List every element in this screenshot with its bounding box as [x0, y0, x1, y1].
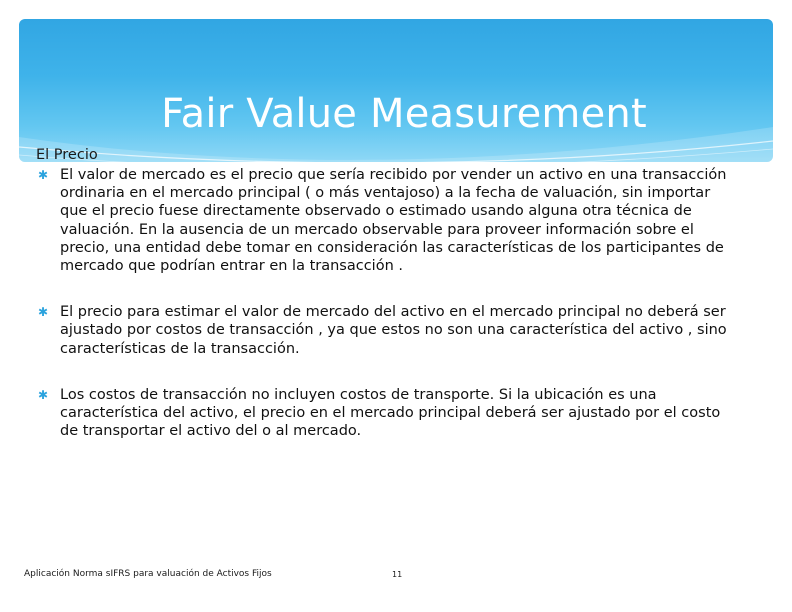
section-subheading: El Precio — [36, 147, 98, 163]
bullet-item — [36, 386, 736, 441]
slide-title: Fair Value Measurement — [161, 91, 647, 137]
footer-caption: Aplicación Norma sIFRS para valuación de Activos Fijos — [24, 569, 272, 579]
page-number: 11 — [392, 570, 403, 579]
bullet-text: El valor de mercado es el precio que sería recibido por vender un activo en una transacción ordinaria en el mercado principal ( o más ventajoso) a la fecha de valuación, sin importar que el precio fuese directamente observado o estimado usando alguna otra técnica de valuación. En la ausencia de un mercado observable para proveer información sobre el precio, una entidad debe tomar en consideración las características de los participantes de mercado que podrían entrar en la transacción . — [60, 167, 727, 275]
asterisk-bullet-icon: ✱ — [38, 168, 49, 182]
bullet-text: Los costos de transacción no incluyen costos de transporte. Si la ubicación es una característica del activo, el precio en el mercado principal deberá ser ajustado por el costo de transportar el activo del o al mercado. — [60, 386, 721, 440]
bullet-text: El precio para estimar el valor de mercado del activo en el mercado principal no deberá ser ajustado por costos de transacción , ya que estos no son una característica del activo , sino características de la transacción. — [60, 304, 727, 357]
asterisk-bullet-icon: ✱ — [38, 387, 49, 402]
title-band — [19, 19, 773, 162]
asterisk-bullet-icon: ✱ — [38, 305, 49, 320]
slide-body — [36, 146, 736, 440]
bullet-item — [36, 166, 736, 275]
bullet-item — [36, 303, 736, 358]
